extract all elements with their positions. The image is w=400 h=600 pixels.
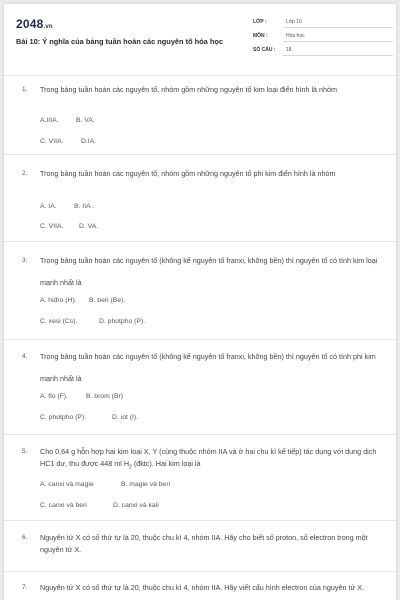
answer-option[interactable]: D. photpho (P). <box>99 318 146 325</box>
answer-option[interactable]: D.IA. <box>81 138 97 145</box>
lesson-title: Bài 10: Ý nghĩa của bảng tuần hoàn các nguyên tố hóa học <box>16 37 223 46</box>
question-separator <box>4 154 396 155</box>
answer-option[interactable]: C. photpho (P). <box>40 414 87 421</box>
question-number: 2. <box>22 170 28 177</box>
answer-option[interactable]: C. VIIA. <box>40 138 64 145</box>
answer-option[interactable]: B. VA. <box>76 117 95 124</box>
answer-option[interactable]: B. brom (Br) <box>86 393 124 400</box>
meta-class-value: Lớp 10 <box>286 19 302 25</box>
answer-option[interactable]: A. IA. <box>40 203 57 210</box>
question-number: 3. <box>22 257 28 264</box>
meta-question-count <box>253 44 393 58</box>
answer-option[interactable]: A. canxi và magie <box>40 481 94 488</box>
answer-option[interactable]: C. canxi và beri <box>40 502 87 509</box>
answer-option[interactable]: B. IIA . <box>74 203 95 210</box>
question-text: Trong bảng tuần hoàn các nguyên tố (không kể nguyên tố franxi, không bền) thì nguyên tố có tính phi kim mạnh nhất là <box>40 352 376 383</box>
question-text: Trong bảng tuần hoàn các nguyên tố, nhóm gồm những nguyên tố kim loại điển hình là nhóm <box>40 85 338 94</box>
question-number: 4. <box>22 353 28 360</box>
answer-option[interactable]: A.IIIA. <box>40 117 59 124</box>
worksheet-header <box>4 4 396 70</box>
question-text: Trong bảng tuần hoàn các nguyên tố, nhóm gồm những nguyên tố phi kim điển hình là nhóm <box>40 169 336 178</box>
answer-option[interactable]: B. beri (Be). <box>89 297 126 304</box>
answer-option[interactable]: A. flo (F). <box>40 393 68 400</box>
meta-subject-value: Hóa học <box>286 33 305 39</box>
question-separator <box>4 434 396 435</box>
answer-option[interactable]: D. VA. <box>79 223 99 230</box>
question-number: 1. <box>22 86 28 93</box>
answer-option[interactable]: D. canxi và kali <box>113 502 159 509</box>
answer-option[interactable]: B. magie và beri <box>121 481 171 488</box>
worksheet-page <box>4 4 396 600</box>
meta-class-key: LỚP : <box>253 19 267 25</box>
meta-count-key: SỐ CÂU : <box>253 47 276 53</box>
question-number: 7. <box>22 584 28 591</box>
question-number: 6. <box>22 534 28 541</box>
question-number: 5. <box>22 448 28 455</box>
header-divider <box>4 75 396 76</box>
question-text: Nguyên tử X có số thứ tự là 20, thuộc chu kì 4, nhóm IIA. Hãy cho biết số proton, số electron trong một nguyên tử X. <box>40 533 368 554</box>
meta-class <box>253 16 393 30</box>
question-separator <box>4 241 396 242</box>
meta-subject <box>253 30 393 44</box>
meta-count-value: 18 <box>286 47 292 53</box>
question-text: Cho 0,64 g hỗn hợp hai kim loại X, Y (cùng thuộc nhóm IIA và ở hai chu kì kế tiếp) tác dụng với dung dịch HC1 dư, thu được 448 ml $H_2$ (đktc). Hai kim loại là <box>40 447 377 471</box>
meta-subject-key: MÔN : <box>253 33 268 39</box>
site-logo[interactable]: 2048.vn <box>16 17 53 31</box>
answer-option[interactable]: C. xesi (Cs). <box>40 318 78 325</box>
question-separator <box>4 571 396 572</box>
question-separator <box>4 520 396 521</box>
question-text: Nguyên tử X có số thứ tự là 20, thuộc chu kì 4, nhóm IIA. Hãy viết cấu hình electron của nguyên tử X. <box>40 583 365 592</box>
answer-option[interactable]: D. iot (I). <box>112 414 139 421</box>
answer-option[interactable]: A. hiđro (H). <box>40 297 77 304</box>
question-separator <box>4 339 396 340</box>
question-text: Trong bảng tuần hoàn các nguyên tố (không kể nguyên tố franxi, không bền) thì nguyên tố có tính kim loại mạnh nhất là <box>40 256 378 287</box>
answer-option[interactable]: C. VIIA. <box>40 223 64 230</box>
